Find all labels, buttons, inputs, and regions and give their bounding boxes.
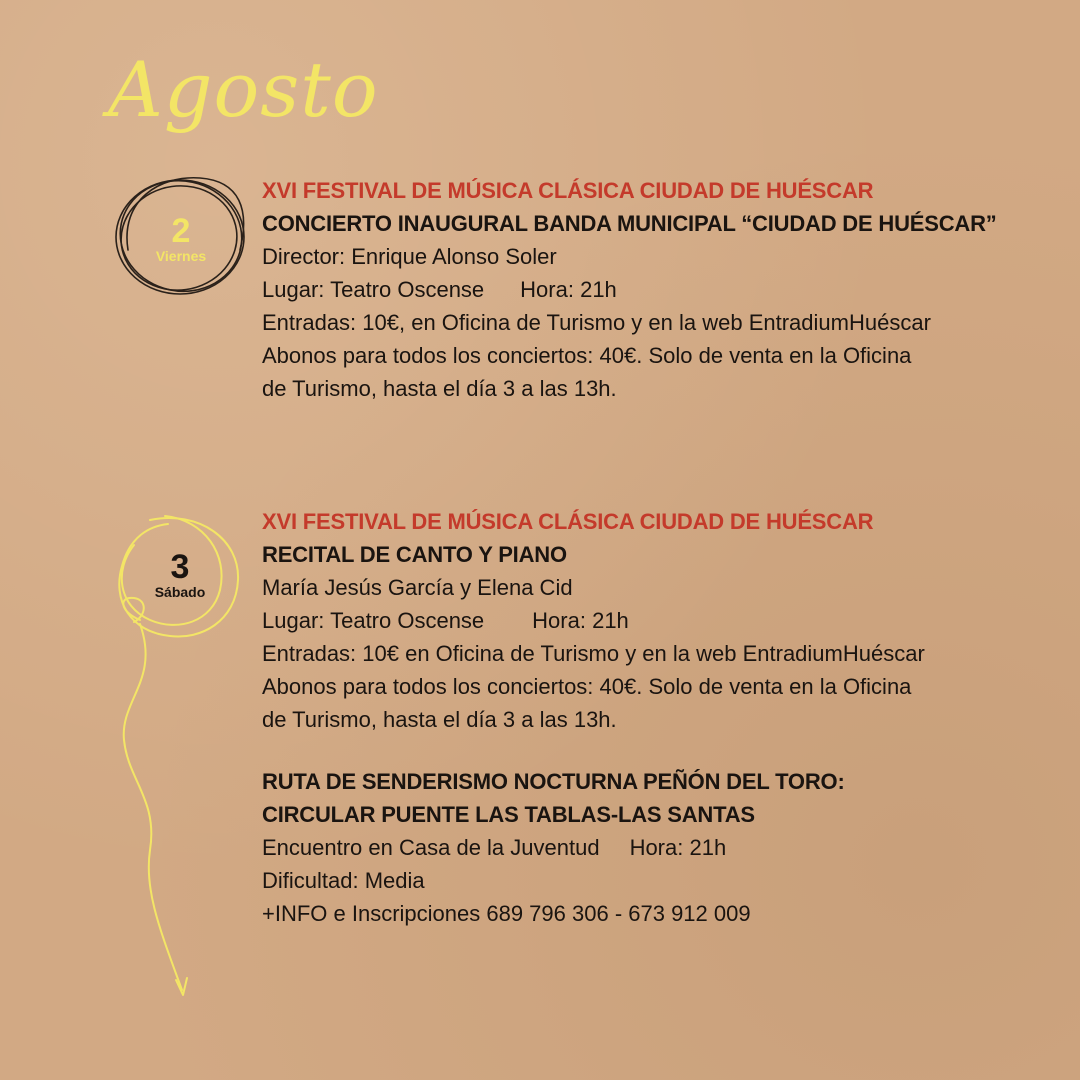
month-title: Agosto: [108, 45, 379, 134]
event-title: RUTA DE SENDERISMO NOCTURNA PEÑÓN DEL TORO:: [262, 769, 845, 794]
day-badge-2: [142, 214, 220, 264]
day-weekday: Sábado: [154, 584, 206, 600]
event-venue-time: [262, 273, 1022, 306]
day-weekday: Viernes: [155, 248, 207, 264]
event-time: Hora: 21h: [532, 608, 629, 633]
event-title: CONCIERTO INAUGURAL BANDA MUNICIPAL “CIUDAD DE HUÉSCAR”: [262, 211, 997, 236]
event-director: Director: Enrique Alonso Soler: [262, 244, 557, 269]
event-passes-cont: de Turismo, hasta el día 3 a las 13h.: [262, 707, 617, 732]
festival-heading: XVI FESTIVAL DE MÚSICA CLÁSICA CIUDAD DE HUÉSCAR: [262, 178, 874, 203]
event-passes: Abonos para todos los conciertos: 40€. Solo de venta en la Oficina: [262, 343, 912, 368]
festival-heading: XVI FESTIVAL DE MÚSICA CLÁSICA CIUDAD DE HUÉSCAR: [262, 509, 874, 534]
event-meeting-time: [262, 831, 1022, 864]
event-venue: Lugar: Teatro Oscense: [262, 608, 485, 633]
event-performers: María Jesús García y Elena Cid: [262, 575, 573, 600]
event-passes: Abonos para todos los conciertos: 40€. Solo de venta en la Oficina: [262, 674, 912, 699]
event-time: Hora: 21h: [520, 277, 617, 302]
event-ruta-senderismo: [262, 765, 1022, 930]
day-number: 2: [171, 212, 191, 250]
event-tickets: Entradas: 10€, en Oficina de Turismo y en la web EntradiumHuéscar: [262, 310, 931, 335]
day-number: 3: [170, 548, 190, 586]
event-meeting-point: Encuentro en Casa de la Juventud: [262, 835, 600, 860]
event-concierto-inaugural: [262, 174, 1022, 405]
event-recital: [262, 505, 1022, 736]
event-venue-time: [262, 604, 1022, 637]
event-time: Hora: 21h: [629, 835, 727, 860]
day-badge-3: [141, 550, 219, 600]
event-venue: Lugar: Teatro Oscense: [262, 277, 485, 302]
event-title-cont: CIRCULAR PUENTE LAS TABLAS-LAS SANTAS: [262, 802, 755, 827]
event-tickets: Entradas: 10€ en Oficina de Turismo y en la web EntradiumHuéscar: [262, 641, 925, 666]
event-title: RECITAL DE CANTO Y PIANO: [262, 542, 567, 567]
event-passes-cont: de Turismo, hasta el día 3 a las 13h.: [262, 376, 617, 401]
event-difficulty: Dificultad: Media: [262, 868, 425, 893]
event-contact-info: +INFO e Inscripciones 689 796 306 - 673 912 009: [262, 901, 751, 926]
